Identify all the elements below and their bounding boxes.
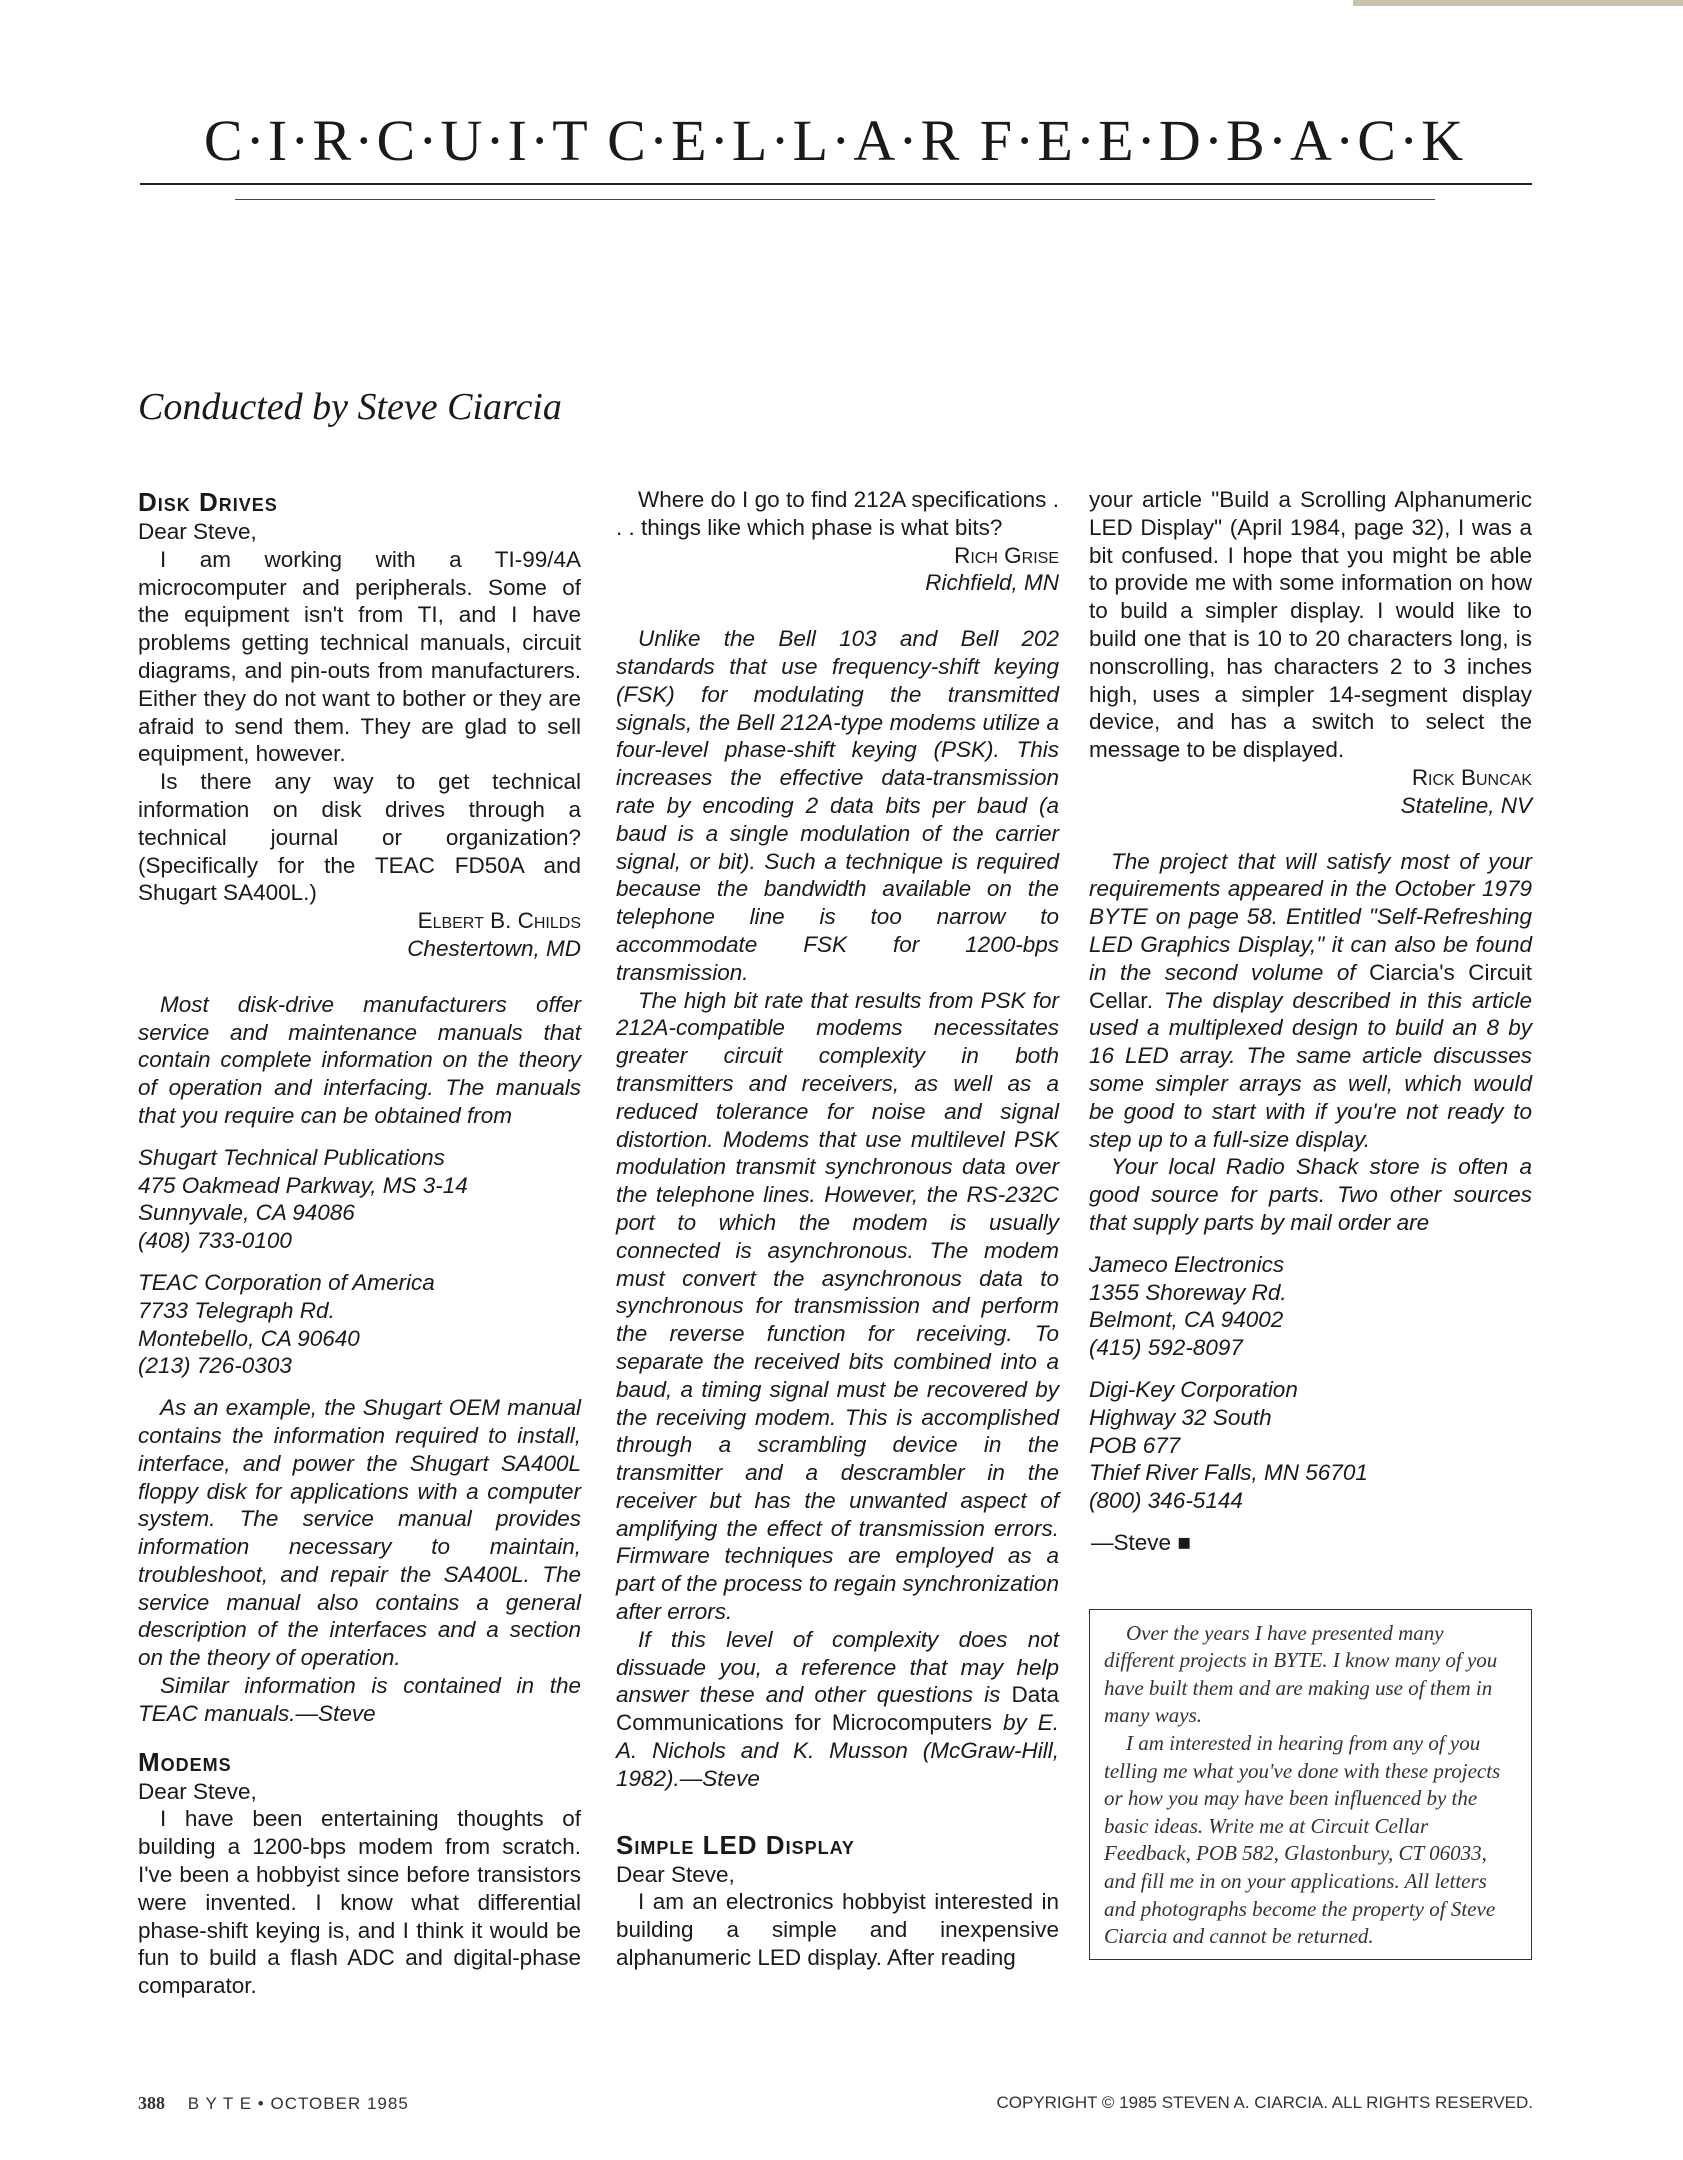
- reply-text: . The display described in this article used a multiplexed design to build an 8 by 16 LED array. The same article discusses some simpler arrays as well, which would be good to start with if you're not ready to step up to a full-size display.: [1089, 987, 1532, 1152]
- editor-note-paragraph: Over the years I have presented many different projects in BYTE. I know many of you have built them and are making use of them in many ways.: [1104, 1620, 1498, 1728]
- column-2: [616, 486, 1059, 1972]
- letter-signature-name: Rick Buncak: [1411, 764, 1532, 790]
- letter-signature-place: Stateline, NV: [1400, 792, 1532, 818]
- letter-salutation: Dear Steve,: [616, 1861, 735, 1887]
- letter-salutation: Dear Steve,: [138, 1778, 257, 1804]
- reply-paragraph: The high bit rate that results from PSK for 212A-compatible modems necessitates greater circuit complexity in both transmitters and receivers, as well as a reduced tolerance for noise and signal distortion. Modems that use multilevel PSK modulation transmit synchronous data over the telephone lines. However, the RS-232C port to which the modem is usually connected is asynchronous. The modem must convert the asynchronous data to synchronous for transmission and perform the reverse function for receiving. To separate the received bits combined into a baud, a timing signal must be recovered by the receiving modem. This is accomplished through a scrambling device in the transmitter and a descrambler in the receiver but has the unwanted aspect of amplifying the effect of transmission errors. Firmware techniques are employed as a part of the process to regain synchronization after errors.: [616, 987, 1059, 1625]
- book-title: Ciarcia's Circuit Cellar: [1089, 959, 1532, 1013]
- address-line: Thief River Falls, MN 56701: [1089, 1460, 1368, 1486]
- letter-paragraph: I am working with a TI-99/4A microcomputer and peripherals. Some of the equipment isn't from TI, and I have problems getting technical manuals, circuit diagrams, and pin-outs from manufacturers. Either they do not want to bother or they are afraid to send them. They are glad to sell equipment, however.: [138, 546, 581, 767]
- editor-note-paragraph: I am interested in hearing from any of you telling me what you've done with these projects or how you may have been influenced by the basic ideas. Write me at Circuit Cellar Feedback, POB 582, Glastonbury, CT 06033, and fill me in on your applications. All letters and photographs become the property of Steve Ciarcia and cannot be returned.: [1104, 1731, 1501, 1949]
- reply-text: The project that will satisfy most of your requirements appeared in the October 1979 BYTE on page 58. Entitled "Self-Refreshing LED Graphics Display," it can also be found in the second volume of: [1089, 848, 1532, 985]
- letter-paragraph: I have been entertaining thoughts of building a 1200-bps modem from scratch. I've been a hobbyist since before transistors were invented. I know what differential phase-shift keying is, and I think it would be fun to build a flash ADC and digital-phase comparator.: [138, 1806, 581, 1999]
- address-block: [1089, 1251, 1532, 1362]
- magazine-issue: B Y T E • OCTOBER 1985: [187, 2094, 409, 2113]
- address-line: (800) 346-5144: [1089, 1488, 1243, 1514]
- reply-paragraph: As an example, the Shugart OEM manual contains the information required to install, interface, and power the Shugart SA400L floppy disk for applications with a computer system. The service manual provides information necessary to maintain, troubleshoot, and repair the SA400L. The service manual also contains a general description of the interfaces and a section on the theory of operation.: [138, 1395, 581, 1671]
- address-line: Sunnyvale, CA 94086: [138, 1200, 355, 1226]
- letter-paragraph: your article "Build a Scrolling Alphanumeric LED Display" (April 1984, page 32), I was a bit confused. I hope that you might be able to provide me with some information on how to build a simpler display. I would like to build one that is 10 to 20 characters long, is nonscrolling, has characters 2 to 3 inches high, uses a simpler 14-segment display device, and has a switch to select the message to be displayed.: [1089, 487, 1532, 763]
- reply-text: If this level of complexity does not dissuade you, a reference that may help answer these and other questions is: [616, 1626, 1059, 1708]
- scan-edge-mark: [1353, 0, 1683, 6]
- reply-closing: —Steve ■: [1091, 1529, 1191, 1555]
- book-title: Data Communications for Microcomputers: [616, 1682, 1059, 1736]
- letter-signature-place: Chestertown, MD: [407, 935, 581, 961]
- page-title: C·I·R·C·U·I·T C·E·L·L·A·R F·E·E·D·B·A·C·K: [203, 108, 1467, 173]
- page-footer-left: [138, 2093, 409, 2114]
- reply-paragraph: Similar information is contained in the TEAC manuals.—Steve: [138, 1673, 581, 1726]
- editor-note-box: [1089, 1609, 1532, 1960]
- address-line: Belmont, CA 94002: [1089, 1307, 1284, 1333]
- title-rule-top: [140, 183, 1532, 185]
- letter-paragraph: Where do I go to find 212A specifications . . . things like which phase is what bits?: [616, 487, 1059, 540]
- address-line: Montebello, CA 90640: [138, 1325, 360, 1351]
- address-line: Shugart Technical Publications: [138, 1144, 445, 1170]
- address-line: Highway 32 South: [1089, 1404, 1272, 1430]
- section-heading-disk-drives: Disk Drives: [138, 487, 278, 517]
- byline: Conducted by Steve Ciarcia: [138, 386, 562, 428]
- address-line: Jameco Electronics: [1089, 1251, 1285, 1277]
- title-rule-bottom: [235, 199, 1435, 200]
- column-3: [1089, 486, 1532, 1960]
- letter-salutation: Dear Steve,: [138, 519, 257, 544]
- column-1: [138, 486, 581, 2000]
- address-block: [138, 1144, 581, 1255]
- page-number: 388: [138, 2093, 165, 2113]
- reply-paragraph: Unlike the Bell 103 and Bell 202 standards that use frequency-shift keying (FSK) for modulating the transmitted signals, the Bell 212A-type modems utilize a four-level phase-shift keying (PSK). This increases the effective data-transmission rate by encoding 2 data bits per baud (a baud is a single modulation of the carrier signal, or bit). Such a technique is required because the bandwidth available on the telephone line is too narrow to accommodate FSK for 1200-bps transmission.: [616, 626, 1059, 985]
- address-line: TEAC Corporation of America: [138, 1269, 435, 1295]
- letter-signature-name: Elbert B. Childs: [417, 908, 581, 934]
- address-line: (213) 726-0303: [138, 1353, 292, 1379]
- address-line: 7733 Telegraph Rd.: [138, 1297, 335, 1323]
- copyright-notice: COPYRIGHT © 1985 STEVEN A. CIARCIA. ALL RIGHTS RESERVED.: [996, 2093, 1533, 2112]
- reply-paragraph: Your local Radio Shack store is often a good source for parts. Two other sources that supply parts by mail order are: [1089, 1154, 1532, 1235]
- address-line: 1355 Shoreway Rd.: [1089, 1279, 1287, 1305]
- address-block: [1089, 1376, 1532, 1515]
- reply-paragraph: [616, 1626, 1059, 1793]
- address-line: POB 677: [1089, 1432, 1181, 1458]
- address-line: (415) 592-8097: [1089, 1335, 1243, 1361]
- letter-signature-name: Rich Grise: [954, 542, 1059, 568]
- address-line: (408) 733-0100: [138, 1228, 292, 1254]
- reply-paragraph: Most disk-drive manufacturers offer service and maintenance manuals that contain complete information on the theory of operation and interfacing. The manuals that you require can be obtained from: [138, 991, 581, 1128]
- section-heading-simple-led-display: Simple LED Display: [616, 1829, 855, 1860]
- reply-text: by E. A. Nichols and K. Musson (McGraw-Hill, 1982).—Steve: [616, 1710, 1059, 1791]
- reply-paragraph: [1089, 848, 1532, 1154]
- letter-paragraph: Is there any way to get technical information on disk drives through a technical journal or organization? (Specifically for the TEAC FD50A and Shugart SA400L.): [138, 769, 581, 906]
- letter-signature-place: Richfield, MN: [925, 570, 1059, 596]
- address-line: 475 Oakmead Parkway, MS 3-14: [138, 1172, 468, 1198]
- address-block: [138, 1269, 581, 1380]
- section-heading-modems: Modems: [138, 1746, 232, 1777]
- letter-paragraph: I am an electronics hobbyist interested in building a simple and inexpensive alphanumeric LED display. After reading: [616, 1889, 1059, 1971]
- address-line: Digi-Key Corporation: [1089, 1376, 1298, 1402]
